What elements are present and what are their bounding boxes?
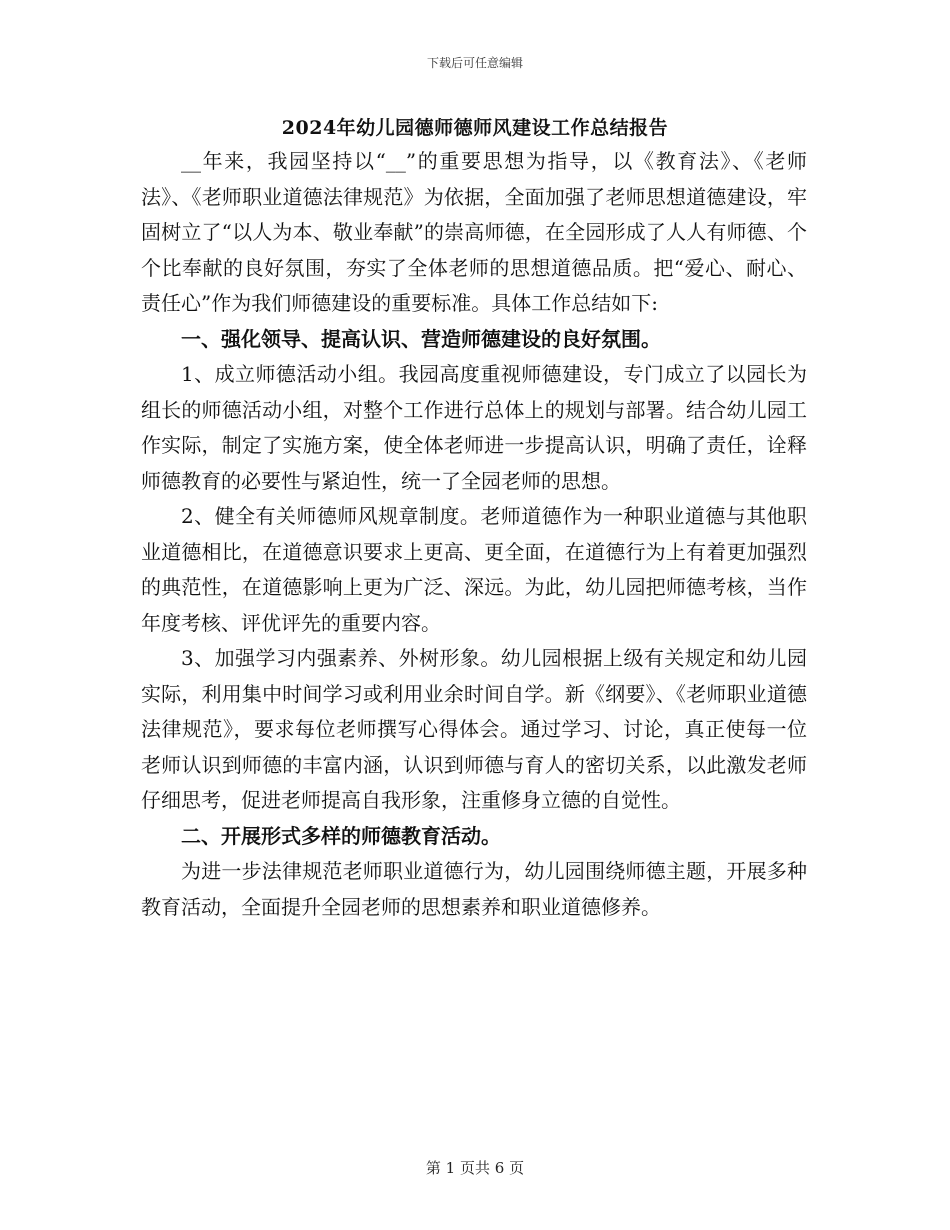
- paragraph-item-3: 3、加强学习内强素养、外树形象。幼儿园根据上级有关规定和幼儿园实际，利用集中时间学习或利用业余时间自学。新《纲要》、《老师职业道德法律规范》，要求每位老师撰写心得体会。通过学习、讨论，真正使每一位老师认识到师德的丰富内涵，认识到师德与育人的密切关系，以此激发老师仔细思考，促进老师提高自我形象，注重修身立德的自觉性。: [141, 646, 807, 812]
- header-note: 下载后可任意编辑: [426, 56, 523, 70]
- document-body: [141, 144, 807, 925]
- page-number: 第 1 页共 6 页: [425, 1159, 525, 1177]
- paragraph-intro: __年来，我园坚持以“__”的重要思想为指导，以《教育法》、《老师法》、《老师职业道德法律规范》为依据，全面加强了老师思想道德建设，牢固树立了“以人为本、敬业奉献”的崇高师德，在全园形成了人人有师德、个个比奉献的良好氛围，夯实了全体老师的思想道德品质。把“爱心、耐心、责任心”作为我们师德建设的重要标准。具体工作总结如下:: [141, 149, 807, 315]
- paragraph-item-2: 2、健全有关师德师风规章制度。老师道德作为一种职业道德与其他职业道德相比，在道德意识要求上更高、更全面，在道德行为上有着更加强烈的典范性，在道德影响上更为广泛、深远。为此，幼儿园把师德考核，当作年度考核、评优评先的重要内容。: [141, 504, 807, 635]
- paragraph-item-1: 1、成立师德活动小组。我园高度重视师德建设，专门成立了以园长为组长的师德活动小组，对整个工作进行总体上的规划与部署。结合幼儿园工作实际，制定了实施方案，使全体老师进一步提高认识，明确了责任，诠释师德教育的必要性与紧迫性，统一了全园老师的思想。: [141, 362, 807, 493]
- section-heading-2: 二、开展形式多样的师德教育活动。: [181, 823, 501, 848]
- document-title: 2024年幼儿园德师德师风建设工作总结报告: [281, 117, 669, 139]
- paragraph-section-2: 为进一步法律规范老师职业道德行为，幼儿园围绕师德主题，开展多种教育活动，全面提升全园老师的思想素养和职业道德修养。: [141, 859, 807, 919]
- section-heading-1: 一、强化领导、提高认识、营造师德建设的良好氛围。: [181, 326, 661, 351]
